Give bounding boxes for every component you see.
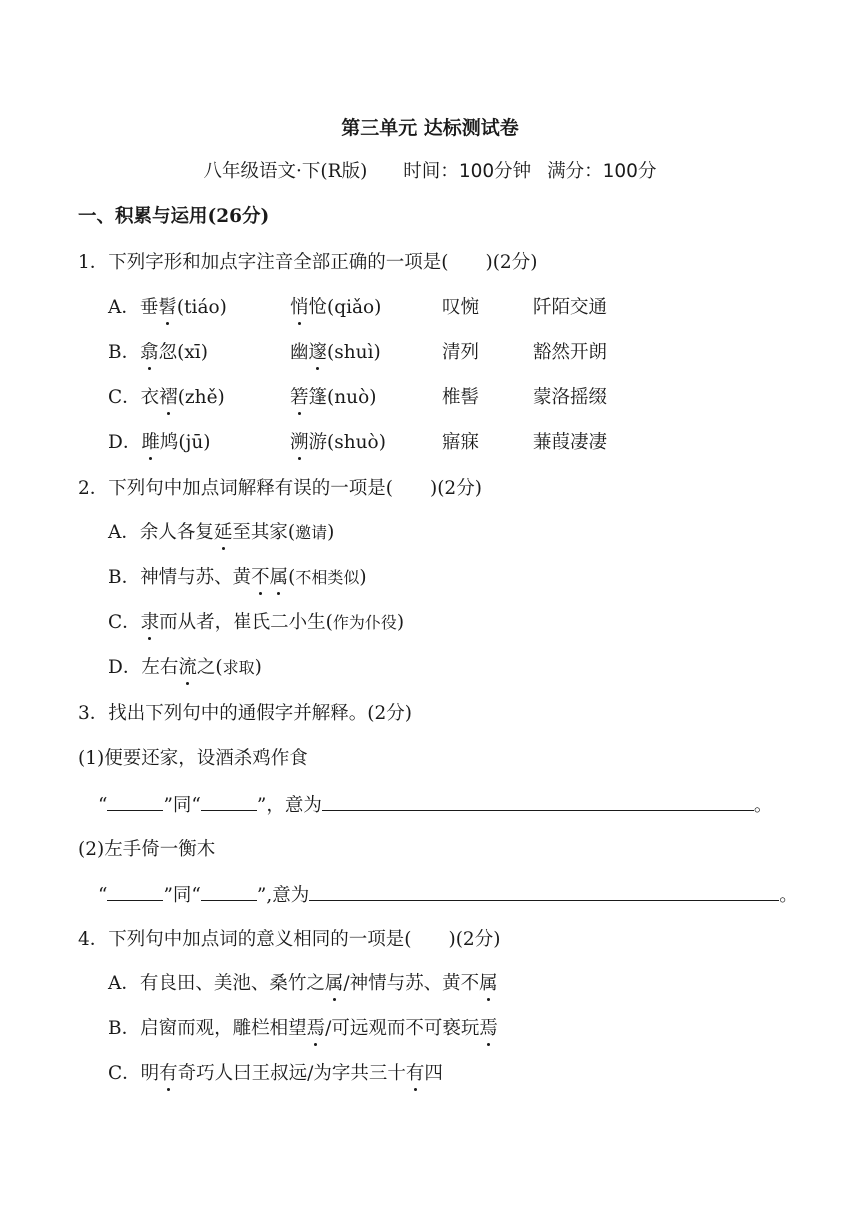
time-label: 时间： (403, 161, 459, 182)
text: 而从者，崔氏二小生( (159, 612, 333, 633)
text: B．神情与苏、黄 (108, 567, 252, 588)
quote-mark: “ (98, 795, 108, 816)
dotted-char: 属 (325, 971, 344, 997)
score-label: 满分： (547, 161, 603, 182)
text: ) (254, 657, 262, 678)
dotted-char: 箬 (290, 385, 309, 411)
dotted-char: 延 (214, 520, 233, 546)
dotted-char: 隶 (141, 610, 160, 636)
answer-blank[interactable] (201, 882, 257, 901)
answer-blank[interactable] (107, 882, 163, 901)
word: 篷(nuò) (308, 387, 377, 408)
text: ) (359, 567, 367, 588)
q4-option-b (108, 1016, 498, 1042)
q3-answer-1 (98, 792, 772, 819)
text: B．启窗而观，雕栏相望 (108, 1018, 307, 1039)
text: 至其家( (232, 522, 296, 543)
text: ”,意为 (256, 885, 310, 906)
word: 阡陌交通 (533, 297, 608, 318)
answer-blank[interactable] (322, 792, 754, 811)
pinyin: (shuì) (327, 342, 381, 363)
grade-label: 八年级语文·下(R版) (203, 161, 368, 182)
text: C．明 (108, 1063, 160, 1084)
text: ( (288, 567, 296, 588)
score-value: 100分 (602, 161, 657, 182)
text: D．左右 (108, 657, 179, 678)
text: /可远观而不可亵玩 (325, 1018, 480, 1039)
word: 叹惋 (442, 297, 480, 318)
q2-option-a (108, 520, 334, 546)
word: 忽(xī) (158, 342, 208, 363)
text: /神情与苏、黄不 (343, 973, 480, 994)
dotted-char: 悄 (290, 295, 309, 321)
word: 游(shuò) (308, 432, 386, 453)
word: 寤寐 (442, 432, 480, 453)
dotted-char: 雎 (141, 430, 160, 456)
word: 豁然开朗 (533, 342, 608, 363)
word: 垂 (139, 297, 159, 318)
dotted-char: 流 (178, 655, 197, 681)
text: A．余人各复 (108, 522, 214, 543)
text: ”同“ (163, 795, 201, 816)
text: 。 (753, 795, 773, 816)
dotted-char: 髫 (158, 295, 177, 321)
gloss: 求取 (222, 658, 255, 677)
q3-sentence-2: (2)左手倚一衡木 (78, 839, 216, 860)
word: 幽 (290, 342, 309, 363)
dotted-char: 褶 (159, 385, 178, 411)
time-value: 100分钟 (458, 161, 532, 182)
dotted-char: 有 (159, 1061, 178, 1087)
q4-prompt: 4．下列句中加点词的意义相同的一项是( )(2分) (78, 929, 501, 950)
text: 四 (424, 1063, 443, 1084)
pinyin: (tiáo) (176, 297, 227, 318)
text: ) (327, 522, 335, 543)
dotted-char: 焉 (307, 1016, 326, 1042)
option-letter: D． (108, 432, 142, 453)
dotted-char: 属 (479, 971, 498, 997)
pinyin: (zhě) (177, 387, 225, 408)
word: 蒙洛摇缀 (533, 387, 608, 408)
word: 怆(qiǎo) (308, 297, 382, 318)
q2-option-b (108, 565, 367, 591)
text: 奇巧人曰王叔远/为字共三十 (177, 1063, 406, 1084)
answer-blank[interactable] (107, 792, 163, 811)
text: ”同“ (163, 885, 201, 906)
text: A．有良田、美池、桑竹之 (108, 973, 325, 994)
dotted-char: 不 (251, 565, 270, 591)
q4-option-c (108, 1061, 443, 1087)
q2-option-d (108, 655, 262, 681)
q1-prompt: 1．下列字形和加点字注音全部正确的一项是( )(2分) (78, 252, 538, 273)
dotted-char: 翕 (140, 340, 159, 366)
gloss: 邀请 (295, 523, 328, 542)
word: 鸠(jū) (159, 432, 211, 453)
dotted-char: 邃 (309, 340, 328, 366)
dotted-char: 溯 (290, 430, 309, 456)
q2-prompt: 2．下列句中加点词解释有误的一项是( )(2分) (78, 478, 482, 499)
word: 椎髻 (442, 387, 480, 408)
word: 蒹葭凄凄 (533, 432, 608, 453)
text: ”，意为 (256, 795, 322, 816)
q4-option-a (108, 971, 498, 997)
q3-sentence-1: (1)便要还家，设酒杀鸡作食 (78, 748, 308, 769)
q3-answer-2 (98, 882, 798, 909)
text: 。 (779, 885, 798, 906)
dotted-char: 属 (270, 565, 289, 591)
answer-blank[interactable] (201, 792, 257, 811)
text: C． (108, 612, 141, 633)
answer-blank[interactable] (309, 882, 779, 901)
option-letter: B． (108, 342, 141, 363)
gloss: 不相类似 (295, 568, 360, 587)
option-letter: A． (108, 297, 140, 318)
page-subtitle (0, 159, 860, 185)
section-1-title: 一、积累与运用(26分) (78, 206, 270, 227)
quote-mark: “ (98, 885, 108, 906)
gloss: 作为仆役 (332, 613, 397, 632)
q3-prompt: 3．找出下列句中的通假字并解释。(2分) (78, 703, 412, 724)
page-title: 第三单元 达标测试卷 (341, 117, 519, 139)
option-letter: C． (108, 387, 141, 408)
dotted-char: 焉 (479, 1016, 498, 1042)
dotted-char: 有 (406, 1061, 425, 1087)
text: ) (396, 612, 405, 633)
word: 衣 (140, 387, 160, 408)
word: 清列 (442, 342, 480, 363)
q2-option-c (108, 610, 404, 636)
text: 之( (196, 657, 223, 678)
